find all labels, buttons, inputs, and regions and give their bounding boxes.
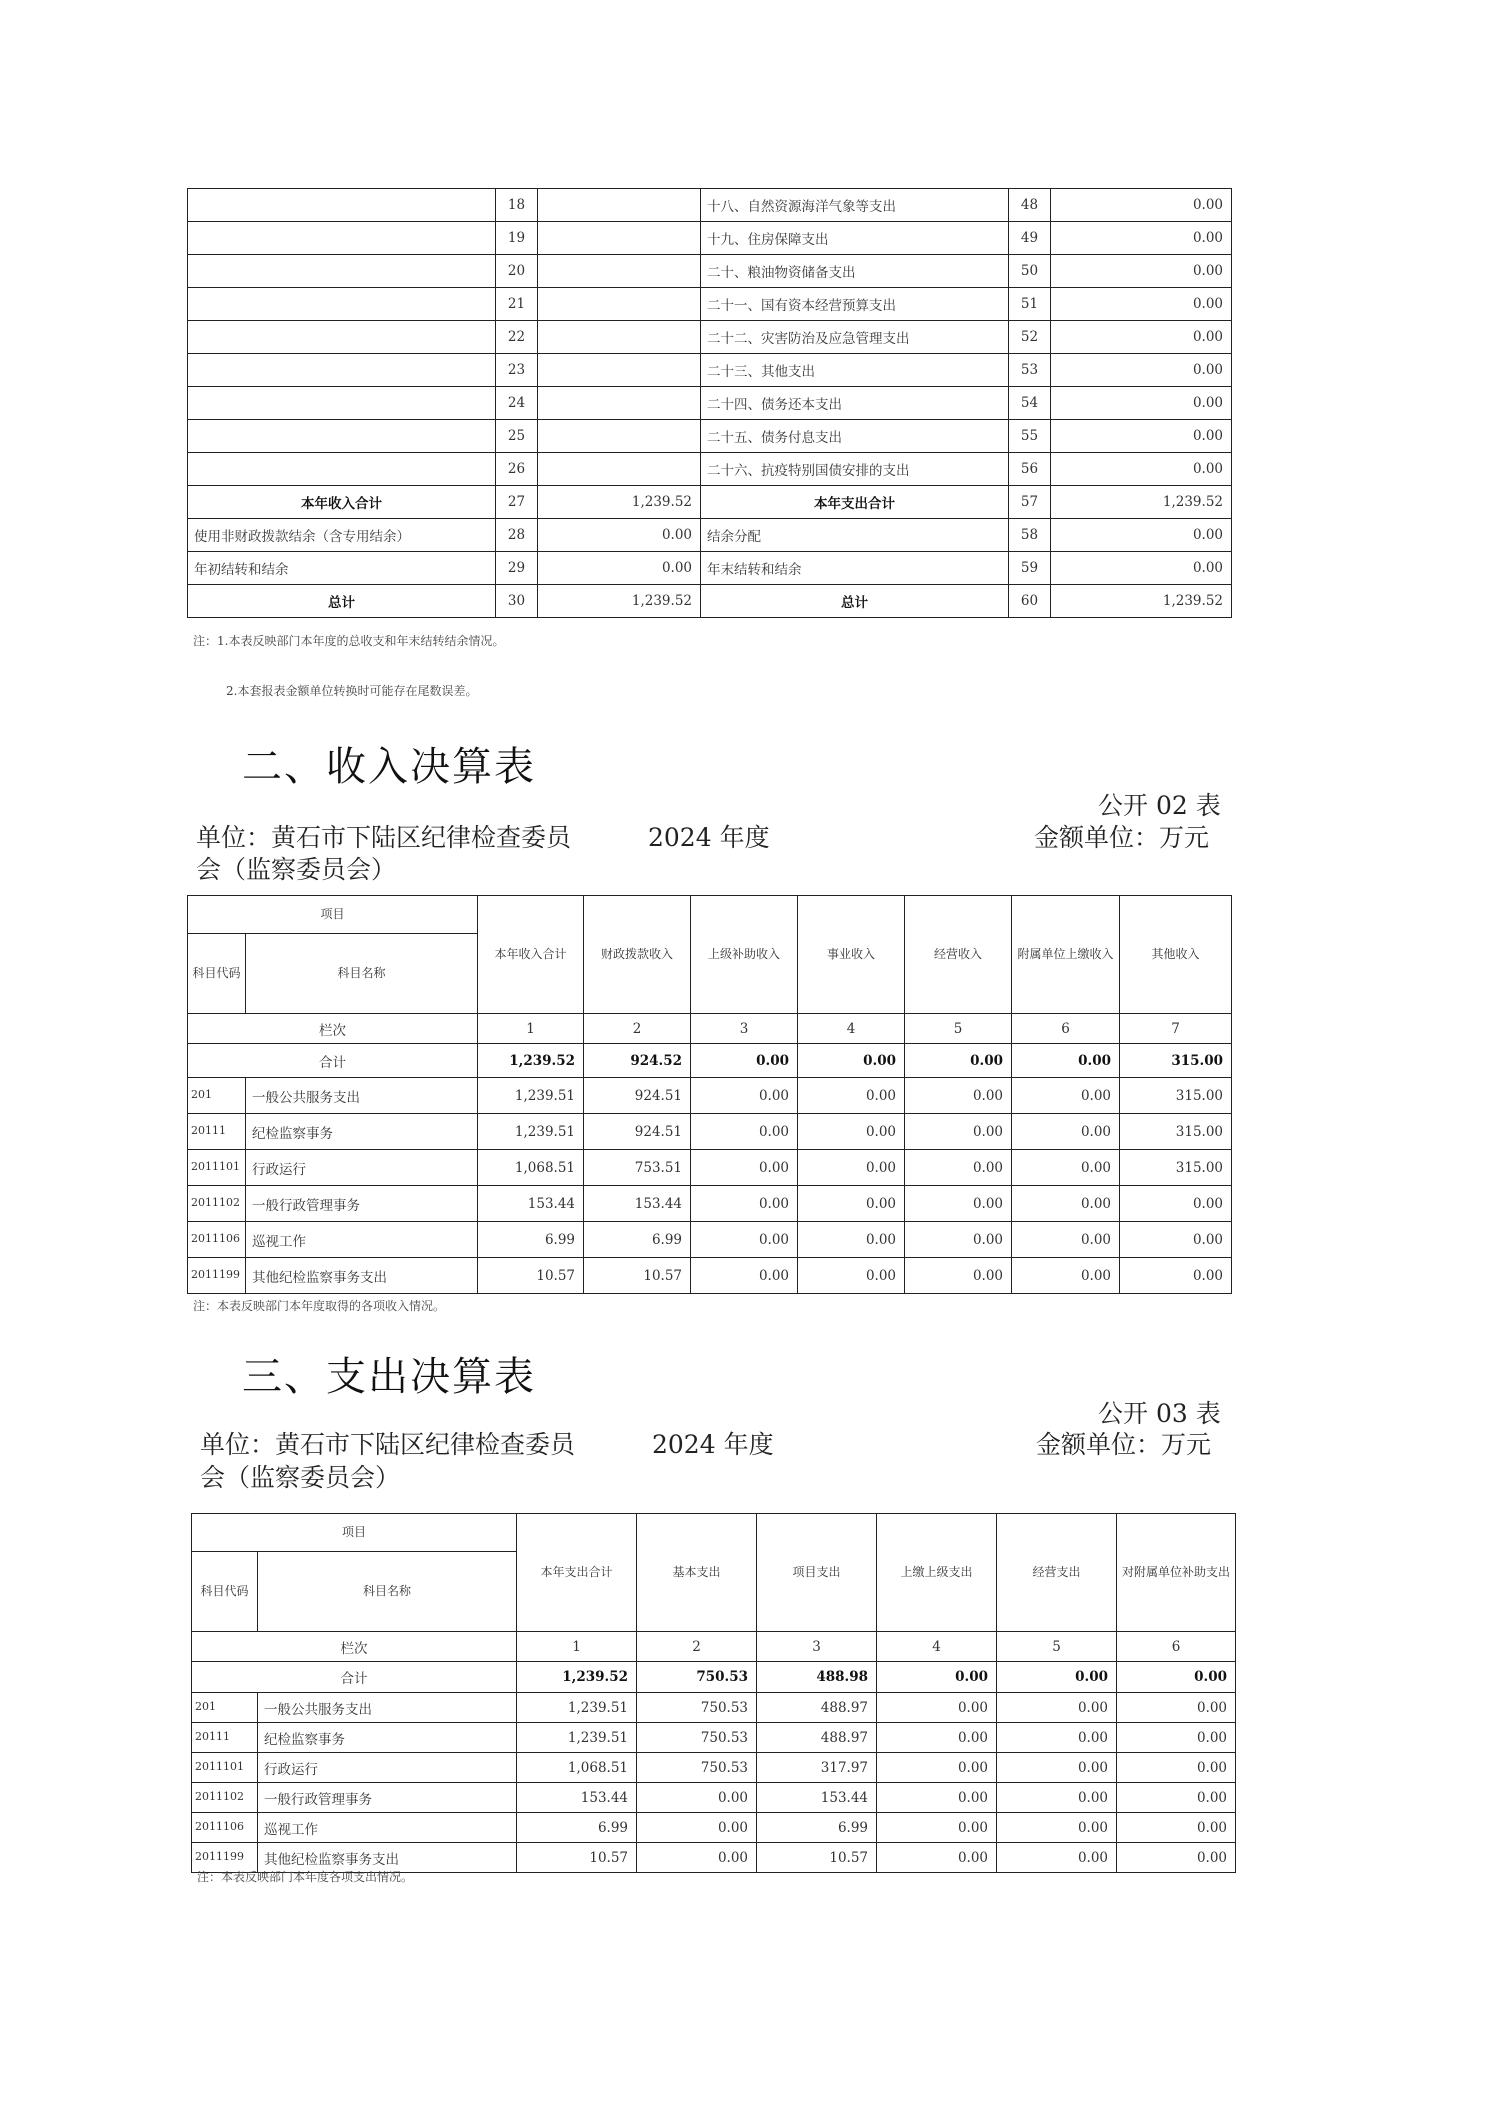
column-number-cell: 7 — [1120, 1014, 1232, 1044]
amount-cell: 0.00 — [905, 1186, 1012, 1222]
column-number-cell: 2 — [637, 1632, 757, 1662]
amount-cell: 0.00 — [997, 1693, 1117, 1723]
amount-cell: 0.00 — [1012, 1222, 1120, 1258]
column-number-cell: 4 — [798, 1014, 905, 1044]
amount-cell: 0.00 — [905, 1114, 1012, 1150]
table-row — [188, 420, 1232, 453]
line-no-cell: 19 — [496, 222, 538, 255]
subject-name-cell: 巡视工作 — [258, 1813, 517, 1843]
subject-code-cell: 20111 — [192, 1723, 258, 1753]
amount-cell: 0.00 — [691, 1078, 798, 1114]
subject-code-cell: 2011101 — [192, 1753, 258, 1783]
income-statement-table — [187, 895, 1232, 1294]
amount-cell: 0.00 — [1120, 1222, 1232, 1258]
amount-cell: 10.57 — [517, 1843, 637, 1873]
total-label: 合计 — [192, 1662, 517, 1693]
line-no-cell: 28 — [496, 519, 538, 552]
expense-item-cell: 二十四、债务还本支出 — [701, 387, 1009, 420]
subject-name-cell: 一般公共服务支出 — [258, 1693, 517, 1723]
amount-cell: 488.97 — [757, 1723, 877, 1753]
line-no-cell: 49 — [1009, 222, 1051, 255]
amount-cell: 153.44 — [584, 1186, 691, 1222]
amount-cell: 0.00 — [798, 1222, 905, 1258]
column-number-cell: 2 — [584, 1014, 691, 1044]
table-row — [188, 354, 1232, 387]
amount-cell: 0.00 — [997, 1753, 1117, 1783]
column-number-label: 栏次 — [188, 1014, 478, 1044]
income-amount-cell: 1,239.52 — [538, 486, 701, 519]
income-item-cell — [188, 189, 496, 222]
income-expense-summary-table — [187, 188, 1232, 618]
section3-note: 注：本表反映部门本年度各项支出情况。 — [197, 1870, 414, 1884]
summary-row — [188, 486, 1232, 519]
table1-note-1: 注：1.本表反映部门本年度的总收支和年末结转结余情况。 — [193, 634, 505, 648]
amount-cell: 0.00 — [1117, 1813, 1236, 1843]
amount-cell: 153.44 — [757, 1783, 877, 1813]
column-number-cell: 3 — [691, 1014, 798, 1044]
expense-item-cell: 二十一、国有资本经营预算支出 — [701, 288, 1009, 321]
total-value-cell: 0.00 — [691, 1044, 798, 1078]
subject-code-cell: 2011101 — [188, 1150, 246, 1186]
expense-amount-cell: 0.00 — [1051, 387, 1232, 420]
income-item-cell — [188, 453, 496, 486]
expense-item-cell: 二十三、其他支出 — [701, 354, 1009, 387]
project-header: 项目 — [192, 1514, 517, 1552]
amount-cell: 315.00 — [1120, 1114, 1232, 1150]
line-no-cell: 53 — [1009, 354, 1051, 387]
amount-cell: 0.00 — [1117, 1753, 1236, 1783]
amount-cell: 153.44 — [517, 1783, 637, 1813]
section3-amount-unit: 金额单位：万元 — [1036, 1430, 1212, 1459]
column-header: 上级补助收入 — [691, 896, 798, 1014]
column-header: 对附属单位补助支出 — [1117, 1514, 1236, 1632]
income-item-cell — [188, 288, 496, 321]
amount-cell: 10.57 — [478, 1258, 584, 1294]
amount-cell: 315.00 — [1120, 1150, 1232, 1186]
total-value-cell: 0.00 — [877, 1662, 997, 1693]
column-header: 项目支出 — [757, 1514, 877, 1632]
total-value-cell: 0.00 — [1012, 1044, 1120, 1078]
income-item-cell: 使用非财政拨款结余（含专用结余） — [188, 519, 496, 552]
line-no-cell: 56 — [1009, 453, 1051, 486]
amount-cell: 0.00 — [798, 1258, 905, 1294]
column-header: 本年支出合计 — [517, 1514, 637, 1632]
subject-name-cell: 行政运行 — [246, 1150, 478, 1186]
amount-cell: 1,239.51 — [517, 1723, 637, 1753]
amount-cell: 0.00 — [877, 1753, 997, 1783]
expense-item-cell: 二十二、灾害防治及应急管理支出 — [701, 321, 1009, 354]
total-value-cell: 1,239.52 — [478, 1044, 584, 1078]
section2-title: 二、收入决算表 — [242, 744, 536, 790]
expense-item-cell: 本年支出合计 — [701, 486, 1009, 519]
expense-amount-cell: 0.00 — [1051, 321, 1232, 354]
amount-cell: 0.00 — [691, 1150, 798, 1186]
subject-code-header: 科目代码 — [188, 934, 246, 1014]
subject-code-header: 科目代码 — [192, 1552, 258, 1632]
income-item-cell: 总计 — [188, 585, 496, 618]
subject-name-cell: 纪检监察事务 — [258, 1723, 517, 1753]
amount-cell: 750.53 — [637, 1693, 757, 1723]
income-amount-cell — [538, 288, 701, 321]
total-value-cell: 0.00 — [997, 1662, 1117, 1693]
amount-cell: 0.00 — [877, 1693, 997, 1723]
summary-row — [188, 552, 1232, 585]
amount-cell: 0.00 — [691, 1258, 798, 1294]
amount-cell: 0.00 — [1012, 1150, 1120, 1186]
expense-amount-cell: 0.00 — [1051, 288, 1232, 321]
column-number-cell: 3 — [757, 1632, 877, 1662]
column-number-row — [188, 1014, 1232, 1044]
column-header: 基本支出 — [637, 1514, 757, 1632]
table-row — [188, 321, 1232, 354]
subject-code-cell: 2011102 — [188, 1186, 246, 1222]
amount-cell: 0.00 — [798, 1150, 905, 1186]
income-item-cell: 本年收入合计 — [188, 486, 496, 519]
line-no-cell: 21 — [496, 288, 538, 321]
column-number-cell: 4 — [877, 1632, 997, 1662]
column-header: 附属单位上缴收入 — [1012, 896, 1120, 1014]
section3-form-no: 公开 03 表 — [1098, 1399, 1221, 1428]
column-number-cell: 6 — [1012, 1014, 1120, 1044]
income-item-cell — [188, 222, 496, 255]
table1-note-2: 2.本套报表金额单位转换时可能存在尾数误差。 — [226, 684, 478, 698]
amount-cell: 924.51 — [584, 1114, 691, 1150]
table-row — [188, 1186, 1232, 1222]
amount-cell: 6.99 — [757, 1813, 877, 1843]
table-row — [188, 189, 1232, 222]
amount-cell: 0.00 — [877, 1723, 997, 1753]
total-value-cell: 488.98 — [757, 1662, 877, 1693]
project-header: 项目 — [188, 896, 478, 934]
income-amount-cell — [538, 387, 701, 420]
section2-form-no: 公开 02 表 — [1098, 791, 1221, 820]
income-amount-cell — [538, 222, 701, 255]
total-label: 合计 — [188, 1044, 478, 1078]
expense-amount-cell: 0.00 — [1051, 420, 1232, 453]
line-no-cell: 22 — [496, 321, 538, 354]
income-item-cell — [188, 321, 496, 354]
subject-name-header: 科目名称 — [258, 1552, 517, 1632]
income-item-cell: 年初结转和结余 — [188, 552, 496, 585]
subject-name-cell: 一般行政管理事务 — [258, 1783, 517, 1813]
amount-cell: 315.00 — [1120, 1078, 1232, 1114]
line-no-cell: 48 — [1009, 189, 1051, 222]
amount-cell: 0.00 — [1120, 1186, 1232, 1222]
expense-item-cell: 二十五、债务付息支出 — [701, 420, 1009, 453]
line-no-cell: 54 — [1009, 387, 1051, 420]
amount-cell: 10.57 — [584, 1258, 691, 1294]
subject-name-header: 科目名称 — [246, 934, 478, 1014]
expense-amount-cell: 0.00 — [1051, 189, 1232, 222]
column-number-cell: 5 — [997, 1632, 1117, 1662]
amount-cell: 1,068.51 — [478, 1150, 584, 1186]
table-row — [188, 255, 1232, 288]
line-no-cell: 59 — [1009, 552, 1051, 585]
amount-cell: 1,068.51 — [517, 1753, 637, 1783]
income-amount-cell — [538, 321, 701, 354]
amount-cell: 0.00 — [1117, 1723, 1236, 1753]
amount-cell: 6.99 — [584, 1222, 691, 1258]
total-value-cell: 750.53 — [637, 1662, 757, 1693]
column-header: 财政拨款收入 — [584, 896, 691, 1014]
amount-cell: 0.00 — [637, 1843, 757, 1873]
income-amount-cell: 0.00 — [538, 519, 701, 552]
income-amount-cell — [538, 255, 701, 288]
line-no-cell: 57 — [1009, 486, 1051, 519]
amount-cell: 0.00 — [798, 1186, 905, 1222]
subject-code-cell: 2011102 — [192, 1783, 258, 1813]
income-amount-cell — [538, 420, 701, 453]
subject-name-cell: 一般公共服务支出 — [246, 1078, 478, 1114]
expense-amount-cell: 0.00 — [1051, 354, 1232, 387]
amount-cell: 1,239.51 — [517, 1693, 637, 1723]
subject-name-cell: 行政运行 — [258, 1753, 517, 1783]
column-number-label: 栏次 — [192, 1632, 517, 1662]
line-no-cell: 20 — [496, 255, 538, 288]
amount-cell: 750.53 — [637, 1723, 757, 1753]
expense-item-cell: 二十、粮油物资储备支出 — [701, 255, 1009, 288]
amount-cell: 0.00 — [637, 1813, 757, 1843]
amount-cell: 0.00 — [1012, 1114, 1120, 1150]
amount-cell: 0.00 — [1117, 1783, 1236, 1813]
income-amount-cell — [538, 453, 701, 486]
section2-note: 注：本表反映部门本年度取得的各项收入情况。 — [193, 1299, 446, 1313]
column-header: 经营收入 — [905, 896, 1012, 1014]
line-no-cell: 26 — [496, 453, 538, 486]
table-row — [192, 1723, 1236, 1753]
column-number-cell: 6 — [1117, 1632, 1236, 1662]
amount-cell: 0.00 — [997, 1813, 1117, 1843]
amount-cell: 750.53 — [637, 1753, 757, 1783]
line-no-cell: 24 — [496, 387, 538, 420]
total-value-cell: 1,239.52 — [517, 1662, 637, 1693]
expense-amount-cell: 0.00 — [1051, 519, 1232, 552]
expense-amount-cell: 0.00 — [1051, 552, 1232, 585]
amount-cell: 0.00 — [691, 1186, 798, 1222]
amount-cell: 0.00 — [905, 1222, 1012, 1258]
amount-cell: 0.00 — [1012, 1258, 1120, 1294]
amount-cell: 153.44 — [478, 1186, 584, 1222]
total-value-cell: 0.00 — [1117, 1662, 1236, 1693]
amount-cell: 0.00 — [798, 1114, 905, 1150]
line-no-cell: 27 — [496, 486, 538, 519]
amount-cell: 0.00 — [905, 1078, 1012, 1114]
column-number-cell: 1 — [517, 1632, 637, 1662]
line-no-cell: 30 — [496, 585, 538, 618]
amount-cell: 0.00 — [1117, 1843, 1236, 1873]
expenditure-statement-table — [191, 1513, 1236, 1873]
table-row — [192, 1813, 1236, 1843]
amount-cell: 0.00 — [905, 1258, 1012, 1294]
column-header: 本年收入合计 — [478, 896, 584, 1014]
income-amount-cell: 0.00 — [538, 552, 701, 585]
table-row — [188, 387, 1232, 420]
subject-name-cell: 一般行政管理事务 — [246, 1186, 478, 1222]
table-row — [192, 1693, 1236, 1723]
income-item-cell — [188, 255, 496, 288]
section3-unit-line1: 单位：黄石市下陆区纪律检查委员 — [200, 1430, 576, 1459]
amount-cell: 0.00 — [997, 1723, 1117, 1753]
section3-year: 2024 年度 — [652, 1430, 774, 1459]
table-row — [188, 288, 1232, 321]
column-header: 经营支出 — [997, 1514, 1117, 1632]
amount-cell: 0.00 — [997, 1783, 1117, 1813]
line-no-cell: 60 — [1009, 585, 1051, 618]
expense-item-cell: 结余分配 — [701, 519, 1009, 552]
total-value-cell: 0.00 — [905, 1044, 1012, 1078]
subject-code-cell: 201 — [188, 1078, 246, 1114]
amount-cell: 1,239.51 — [478, 1114, 584, 1150]
table-row — [188, 1150, 1232, 1186]
section2-unit-line1: 单位：黄石市下陆区纪律检查委员 — [196, 823, 572, 852]
expense-amount-cell: 0.00 — [1051, 255, 1232, 288]
amount-cell: 6.99 — [517, 1813, 637, 1843]
income-item-cell — [188, 387, 496, 420]
total-value-cell: 315.00 — [1120, 1044, 1232, 1078]
amount-cell: 0.00 — [997, 1843, 1117, 1873]
amount-cell: 0.00 — [798, 1078, 905, 1114]
amount-cell: 0.00 — [877, 1843, 997, 1873]
subject-name-cell: 巡视工作 — [246, 1222, 478, 1258]
subject-code-cell: 2011199 — [188, 1258, 246, 1294]
line-no-cell: 55 — [1009, 420, 1051, 453]
column-header: 事业收入 — [798, 896, 905, 1014]
line-no-cell: 18 — [496, 189, 538, 222]
subject-name-cell: 其他纪检监察事务支出 — [258, 1843, 517, 1873]
table-row — [192, 1753, 1236, 1783]
amount-cell: 0.00 — [1117, 1693, 1236, 1723]
summary-row — [188, 519, 1232, 552]
subject-code-cell: 201 — [192, 1693, 258, 1723]
table-row — [188, 1114, 1232, 1150]
amount-cell: 0.00 — [1012, 1078, 1120, 1114]
column-header: 上缴上级支出 — [877, 1514, 997, 1632]
expense-amount-cell: 1,239.52 — [1051, 585, 1232, 618]
line-no-cell: 29 — [496, 552, 538, 585]
table-row — [188, 222, 1232, 255]
section3-unit-line2: 会（监察委员会） — [200, 1463, 401, 1492]
section3-title: 三、支出决算表 — [242, 1354, 536, 1400]
amount-cell: 1,239.51 — [478, 1078, 584, 1114]
table-row — [188, 1078, 1232, 1114]
subject-code-cell: 2011199 — [192, 1843, 258, 1873]
amount-cell: 317.97 — [757, 1753, 877, 1783]
line-no-cell: 25 — [496, 420, 538, 453]
amount-cell: 10.57 — [757, 1843, 877, 1873]
section2-year: 2024 年度 — [648, 823, 770, 852]
income-amount-cell: 1,239.52 — [538, 585, 701, 618]
amount-cell: 0.00 — [1012, 1186, 1120, 1222]
amount-cell: 488.97 — [757, 1693, 877, 1723]
summary-row — [188, 585, 1232, 618]
amount-cell: 0.00 — [905, 1150, 1012, 1186]
income-item-cell — [188, 420, 496, 453]
column-number-cell: 1 — [478, 1014, 584, 1044]
column-number-cell: 5 — [905, 1014, 1012, 1044]
column-number-row — [192, 1632, 1236, 1662]
expense-amount-cell: 1,239.52 — [1051, 486, 1232, 519]
amount-cell: 6.99 — [478, 1222, 584, 1258]
subject-name-cell: 其他纪检监察事务支出 — [246, 1258, 478, 1294]
header-row — [188, 896, 1232, 934]
expense-item-cell: 十八、自然资源海洋气象等支出 — [701, 189, 1009, 222]
total-row — [192, 1662, 1236, 1693]
total-value-cell: 0.00 — [798, 1044, 905, 1078]
section2-unit-line2: 会（监察委员会） — [196, 855, 397, 884]
amount-cell: 0.00 — [637, 1783, 757, 1813]
section2-amount-unit: 金额单位：万元 — [1034, 823, 1210, 852]
table-row — [188, 453, 1232, 486]
total-row — [188, 1044, 1232, 1078]
header-row — [192, 1514, 1236, 1552]
subject-code-cell: 20111 — [188, 1114, 246, 1150]
expense-item-cell: 总计 — [701, 585, 1009, 618]
amount-cell: 924.51 — [584, 1078, 691, 1114]
expense-item-cell: 十九、住房保障支出 — [701, 222, 1009, 255]
line-no-cell: 23 — [496, 354, 538, 387]
amount-cell: 753.51 — [584, 1150, 691, 1186]
income-amount-cell — [538, 354, 701, 387]
amount-cell: 0.00 — [691, 1114, 798, 1150]
amount-cell: 0.00 — [877, 1783, 997, 1813]
table-row — [188, 1222, 1232, 1258]
line-no-cell: 58 — [1009, 519, 1051, 552]
amount-cell: 0.00 — [691, 1222, 798, 1258]
column-header: 其他收入 — [1120, 896, 1232, 1014]
line-no-cell: 52 — [1009, 321, 1051, 354]
subject-name-cell: 纪检监察事务 — [246, 1114, 478, 1150]
line-no-cell: 51 — [1009, 288, 1051, 321]
line-no-cell: 50 — [1009, 255, 1051, 288]
expense-amount-cell: 0.00 — [1051, 453, 1232, 486]
table-row — [192, 1783, 1236, 1813]
table-row — [188, 1258, 1232, 1294]
expense-item-cell: 二十六、抗疫特别国债安排的支出 — [701, 453, 1009, 486]
expense-amount-cell: 0.00 — [1051, 222, 1232, 255]
income-amount-cell — [538, 189, 701, 222]
amount-cell: 0.00 — [877, 1813, 997, 1843]
amount-cell: 0.00 — [1120, 1258, 1232, 1294]
subject-code-cell: 2011106 — [188, 1222, 246, 1258]
subject-code-cell: 2011106 — [192, 1813, 258, 1843]
expense-item-cell: 年末结转和结余 — [701, 552, 1009, 585]
income-item-cell — [188, 354, 496, 387]
total-value-cell: 924.52 — [584, 1044, 691, 1078]
